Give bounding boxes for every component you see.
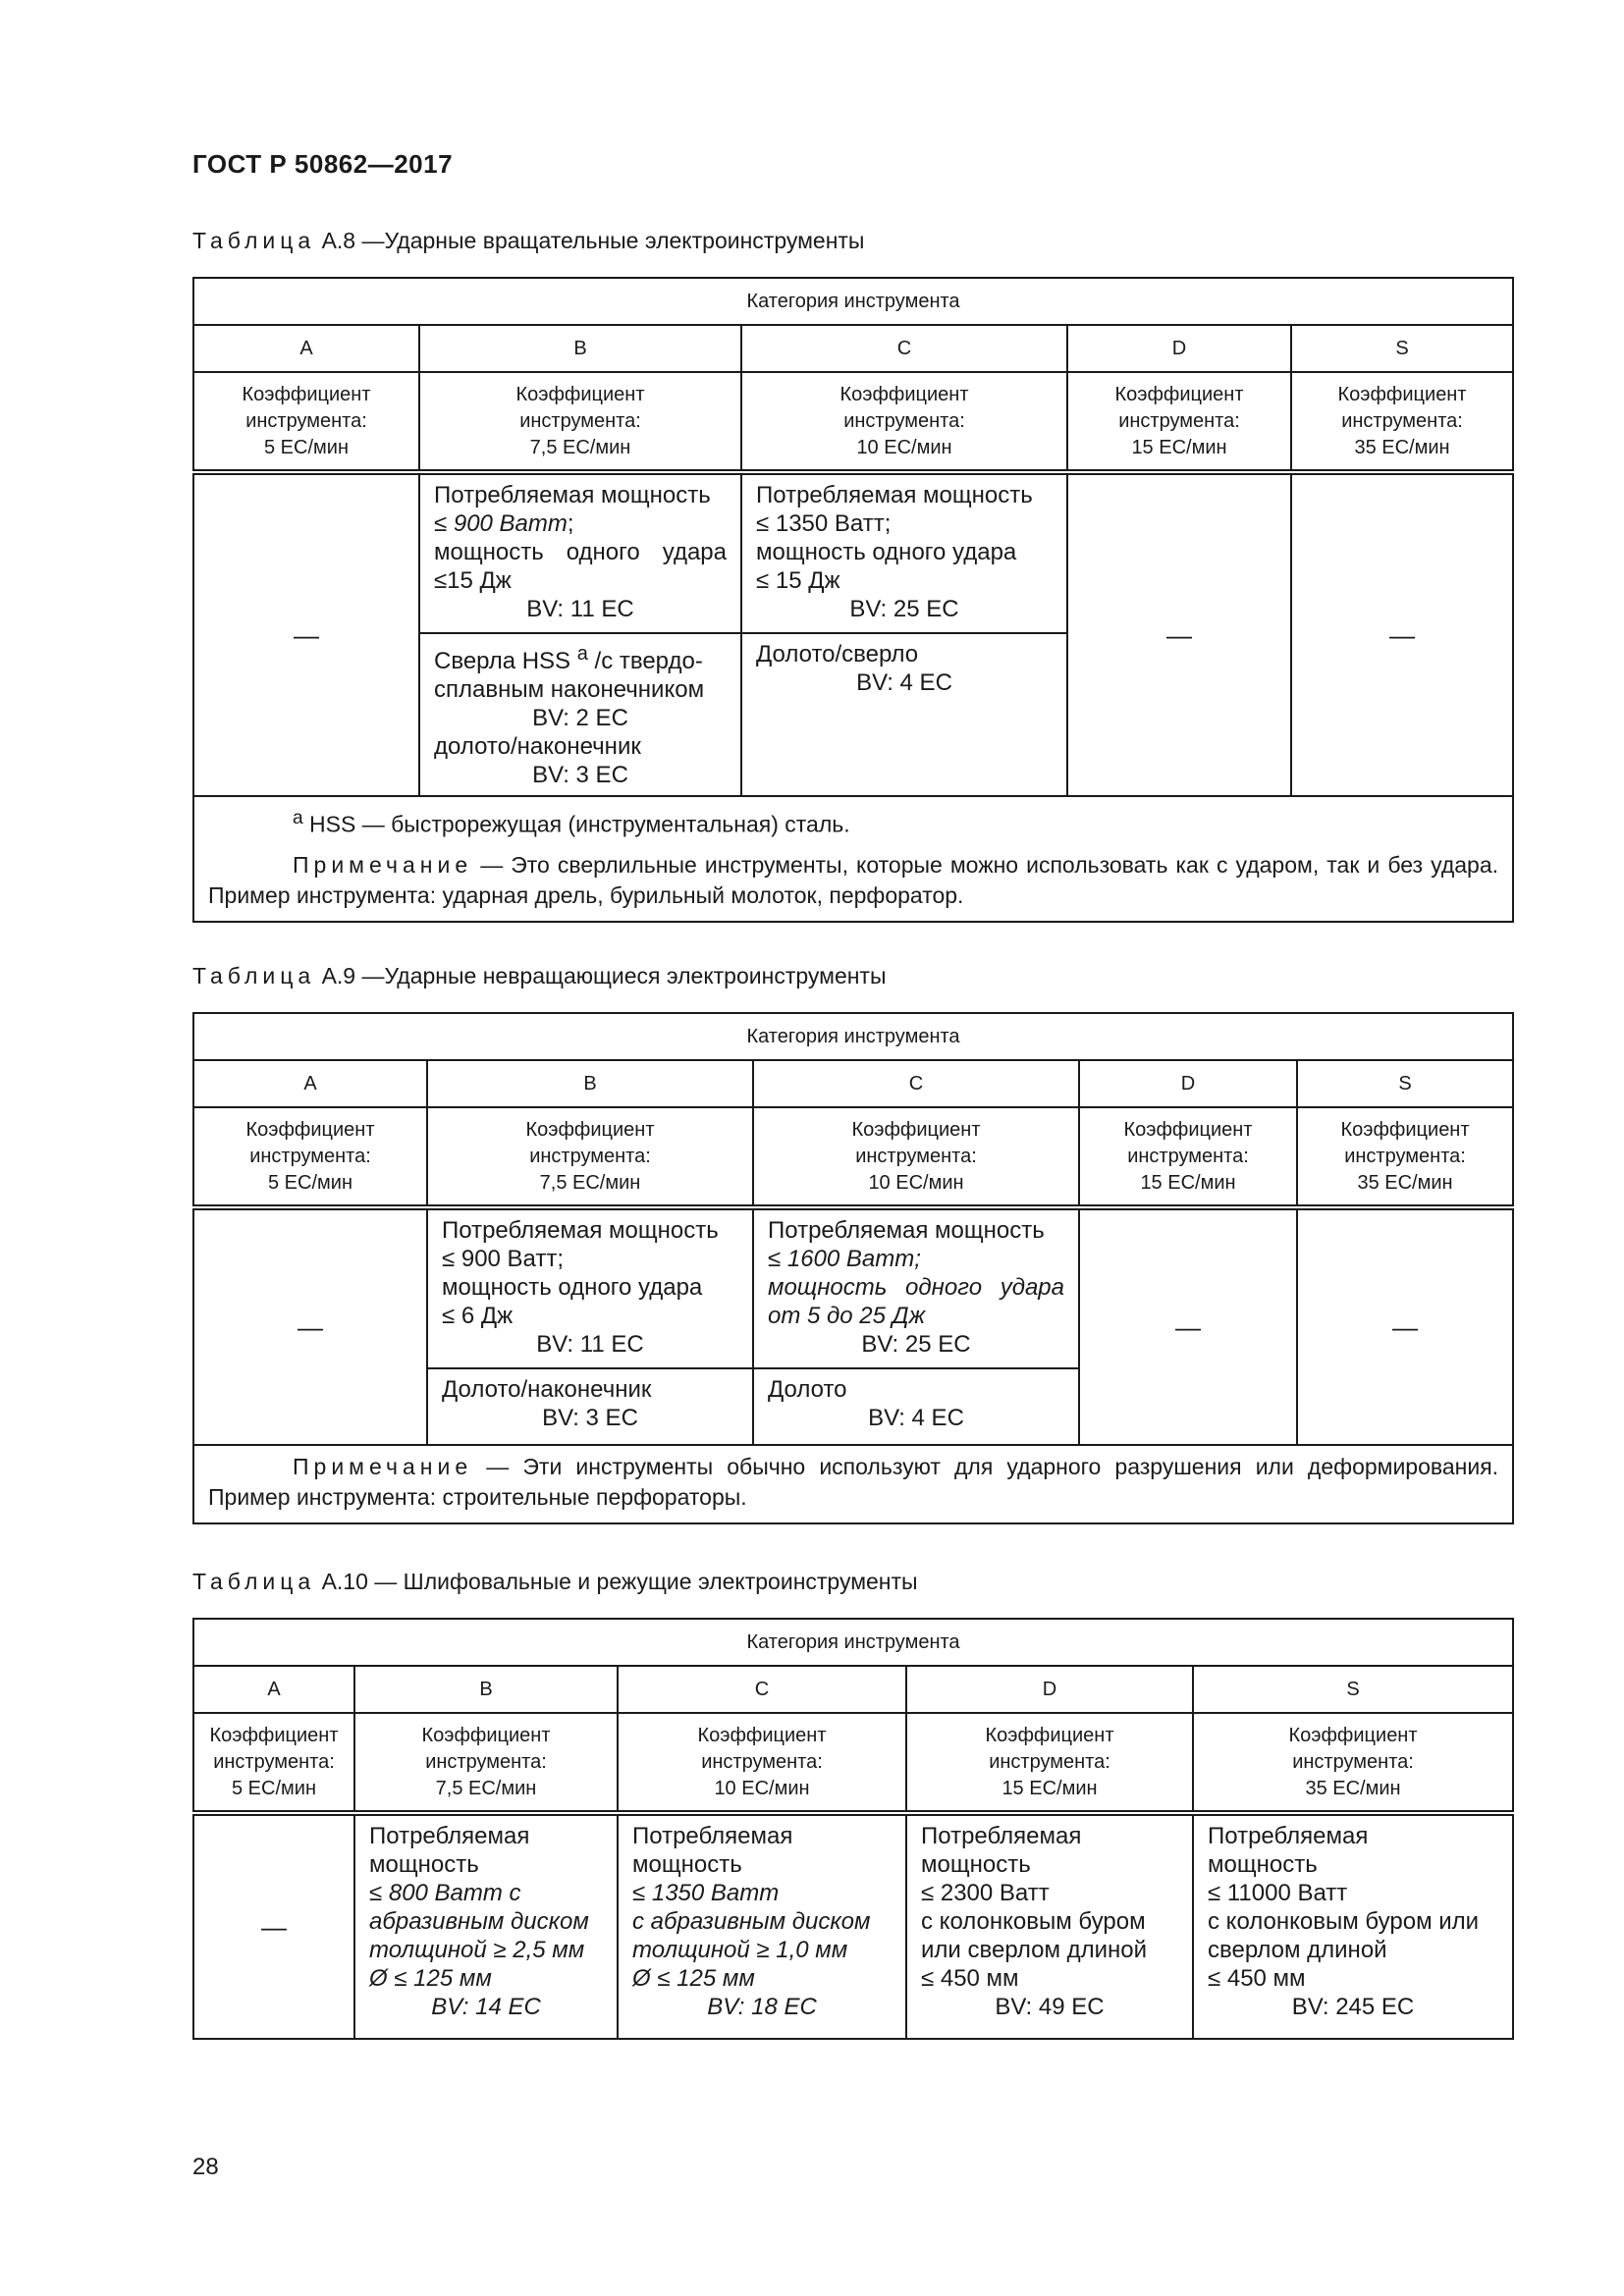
col-label-a: A (193, 325, 419, 372)
cell-c-power: Потребляемая мощность ≤ 1350 Ватт; мощность одного удара ≤ 15 Дж BV: 25 ЕС (741, 472, 1067, 633)
col-label-c: C (618, 1666, 906, 1713)
category-header: Категория инструмента (193, 278, 1513, 325)
coef-b: Коэффициент инструмента: 7,5 ЕС/мин (427, 1107, 753, 1207)
col-label-b: B (427, 1060, 753, 1107)
note: Примечание — Эти инструменты обычно используют для ударного разрушения или деформирования. Пример инструмента: строительные перфораторы. (208, 1454, 1499, 1510)
coef-a: Коэффициент инструмента: 5 ЕС/мин (193, 372, 419, 472)
dash-cell-d: — (1079, 1207, 1297, 1445)
caption-word: Таблица (192, 228, 316, 253)
col-label-d: D (1067, 325, 1291, 372)
coef-s: Коэффициент инструмента: 35 ЕС/мин (1193, 1713, 1513, 1813)
coef-d: Коэффициент инструмента: 15 ЕС/мин (1079, 1107, 1297, 1207)
table-a10 (192, 1618, 1514, 2040)
cell-c-grinding: Потребляемая мощность ≤ 1350 Ватт с абразивным диском толщиной ≥ 1,0 мм Ø ≤ 125 мм BV: 18 ЕС (618, 1813, 906, 2039)
col-label-d: D (1079, 1060, 1297, 1107)
coef-a: Коэффициент инструмента: 5 ЕС/мин (193, 1107, 427, 1207)
coef-s: Коэффициент инструмента: 35 ЕС/мин (1291, 372, 1513, 472)
col-label-a: A (193, 1666, 354, 1713)
dash-cell-d: — (1067, 472, 1291, 796)
document-id: ГОСТ Р 50862—2017 (192, 149, 454, 179)
category-header: Категория инструмента (193, 1013, 1513, 1060)
table-a10-caption (192, 1569, 918, 1595)
col-label-b: B (419, 325, 741, 372)
dash-cell-a: — (193, 1813, 354, 2039)
note: Примечание — Это сверлильные инструменты, которые можно использовать как с ударом, так и без удара. Пример инструмента: ударная дрель, бурильный молоток, перфоратор. (208, 851, 1499, 908)
dash-cell-s: — (1297, 1207, 1513, 1445)
cell-b-tools: Сверла HSS $^а$ /с твердо- сплавным наконечником BV: 2 ЕС долото/наконечник BV: 3 ЕС (419, 633, 741, 796)
col-label-c: C (741, 325, 1067, 372)
col-label-b: B (354, 1666, 618, 1713)
coef-c: Коэффициент инструмента: 10 ЕС/мин (741, 372, 1067, 472)
page-number: 28 (192, 2154, 219, 2180)
cell-b-power: Потребляемая мощность ≤ 900 Ватт; мощность одного удара ≤ 6 Дж BV: 11 ЕС (427, 1207, 753, 1368)
col-label-a: A (193, 1060, 427, 1107)
col-label-s: S (1297, 1060, 1513, 1107)
caption-word: Таблица (192, 963, 316, 988)
table-a9 (192, 1012, 1514, 1524)
coef-d: Коэффициент инструмента: 15 ЕС/мин (906, 1713, 1193, 1813)
col-label-d: D (906, 1666, 1193, 1713)
cell-b-tools: Долото/наконечник BV: 3 ЕС (427, 1368, 753, 1445)
coef-a: Коэффициент инструмента: 5 ЕС/мин (193, 1713, 354, 1813)
cell-b-grinding: Потребляемая мощность ≤ 800 Ватт с абразивным диском толщиной ≥ 2,5 мм Ø ≤ 125 мм BV: 14 ЕС (354, 1813, 618, 2039)
dash-cell-a: — (193, 472, 419, 796)
dash-cell-a: — (193, 1207, 427, 1445)
cell-s-cutting: Потребляемая мощность ≤ 11000 Ватт с колонковым буром или сверлом длиной ≤ 450 мм BV: 245 ЕС (1193, 1813, 1513, 2039)
table-a9-notes (193, 1445, 1513, 1523)
coef-s: Коэффициент инструмента: 35 ЕС/мин (1297, 1107, 1513, 1207)
caption-text: А.8 —Ударные вращательные электроинструменты (321, 228, 865, 253)
table-a9-caption (192, 963, 887, 989)
footnote: $^а$ HSS — быстрорежущая (инструментальная) сталь. (293, 808, 850, 837)
cell-d-cutting: Потребляемая мощность ≤ 2300 Ватт с колонковым буром или сверлом длиной ≤ 450 мм BV: 49 ЕС (906, 1813, 1193, 2039)
col-label-c: C (753, 1060, 1079, 1107)
col-label-s: S (1193, 1666, 1513, 1713)
coef-b: Коэффициент инструмента: 7,5 ЕС/мин (354, 1713, 618, 1813)
coef-d: Коэффициент инструмента: 15 ЕС/мин (1067, 372, 1291, 472)
cell-b-power: Потребляемая мощность ≤ 900 Ватт; мощность одного удара ≤15 Дж BV: 11 ЕС (419, 472, 741, 633)
cell-c-tools: Долото BV: 4 ЕС (753, 1368, 1079, 1445)
coef-c: Коэффициент инструмента: 10 ЕС/мин (753, 1107, 1079, 1207)
caption-text: А.9 —Ударные невращающиеся электроинструменты (321, 963, 887, 988)
caption-text: А.10 — Шлифовальные и режущие электроинструменты (321, 1569, 918, 1594)
caption-word: Таблица (192, 1569, 316, 1594)
table-a8-notes (193, 796, 1513, 922)
cell-c-tools: Долото/сверло BV: 4 ЕС (741, 633, 1067, 796)
cell-c-power: Потребляемая мощность ≤ 1600 Ватт; мощность одного удара от 5 до 25 Дж BV: 25 ЕС (753, 1207, 1079, 1368)
coef-c: Коэффициент инструмента: 10 ЕС/мин (618, 1713, 906, 1813)
col-label-s: S (1291, 325, 1513, 372)
table-a8 (192, 277, 1514, 923)
coef-b: Коэффициент инструмента: 7,5 ЕС/мин (419, 372, 741, 472)
category-header: Категория инструмента (193, 1619, 1513, 1666)
dash-cell-s: — (1291, 472, 1513, 796)
table-a8-caption (192, 228, 864, 254)
